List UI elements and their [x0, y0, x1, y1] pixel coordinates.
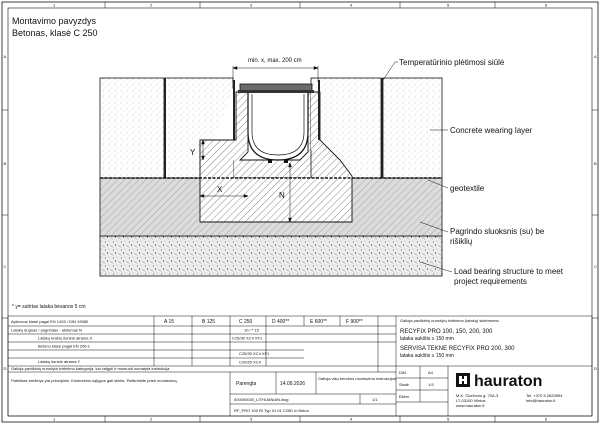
validity-text: Galioja visų bendros montavimo instrukcijos	[318, 376, 396, 381]
width-dimension-label: min. x, max. 200 cm	[248, 58, 302, 64]
address-line-1: M.K. Čiurlionio g. 70A-3	[456, 393, 499, 398]
col-mark-5: 5	[447, 2, 450, 8]
product-line-3: SERVISA TEKNE RECYFIX PRO 200, 300	[400, 346, 515, 352]
callout-wearing-layer: Concrete wearing layer	[450, 126, 533, 135]
din-label: DIN	[399, 370, 406, 375]
row-mark-c-right: C	[594, 264, 597, 269]
left-outer-slab	[100, 78, 164, 178]
callout-geotextile: geotextile	[450, 184, 485, 193]
spec-row-2-value: C25/30 XC4 XF1	[232, 335, 263, 341]
n-dimension-label: N	[279, 191, 285, 200]
row-mark-d-right: D	[594, 366, 597, 371]
col-mark-3: 3	[250, 2, 253, 8]
load-bearing-layer	[100, 236, 442, 276]
col-mark-2-bottom: 2	[150, 416, 153, 422]
drainage-channel	[248, 92, 308, 160]
col-mark-6-bottom: 6	[545, 416, 548, 422]
drawing-date: 14.09.2026	[280, 381, 306, 387]
callout-base-layer-2: rišiklių	[450, 237, 473, 246]
callout-base-layer-1: Pagrindo sluoksnis (su) be	[450, 227, 545, 236]
class-f900: F 900**	[346, 319, 363, 325]
col-mark-3-bottom: 3	[250, 416, 253, 422]
row-mark-a-right: A	[594, 54, 597, 59]
spec-row-3-label: Betono klasė pagal EN 206-1	[38, 343, 91, 349]
col-mark-2: 2	[150, 2, 153, 8]
address-line-2: LT-03100 Vilnius	[456, 398, 486, 403]
hauraton-logo	[456, 373, 470, 387]
products-header: Galioja pavilkinių nurodytų tvirtinimo (latakų) sistemoms:	[400, 318, 500, 323]
y-dimension-label: Y	[190, 148, 196, 157]
file-name: 000000000_LITHUANIAN.dwg	[234, 397, 289, 402]
callout-load-bearing-1: Load bearing structure to meet	[454, 267, 563, 276]
class-b125: B 125	[202, 319, 216, 325]
spec-row-4-label: Latakų šoninė atrama Y	[38, 359, 81, 364]
company-phone: Tel. +370 5 2625594	[526, 393, 563, 398]
address-line-3: www.hauraton.lt	[456, 403, 485, 408]
company-email: info@hauraton.lt	[526, 398, 556, 403]
sheet-number: 1/1	[372, 397, 378, 402]
row-mark-d: D	[3, 366, 7, 371]
col-mark-5-bottom: 5	[447, 416, 450, 422]
scale-label: Skalė	[399, 382, 410, 387]
class-c250: C 250	[239, 319, 253, 325]
spec-row-1-label: Latakų dugnas / pagrindas - atstumas N	[11, 327, 82, 333]
row-mark-c: C	[3, 264, 7, 269]
spec-row-1-value: 10 / * 15	[244, 327, 259, 333]
load-class-label: Apkrovos klasė pagal EN 1433 / DIN 19580	[11, 319, 89, 324]
spec-row-4-value: C20/25 XC4	[239, 359, 261, 365]
col-mark-1-bottom: 1	[53, 416, 56, 422]
class-d400: D 400**	[272, 319, 290, 325]
spec-row-3-value: C25/30 XC4 XF1	[239, 351, 270, 356]
class-e600: E 600**	[310, 319, 327, 325]
row-mark-b-right: B	[594, 161, 597, 166]
legal-text: Pateiktas brėžinys yra principinis. Konkrečios sąlygos gali skirtis. Patikrinkite prieš montavimą.	[11, 378, 178, 383]
drawn-label: Parengta	[236, 381, 257, 387]
company-name: hauraton	[474, 373, 543, 390]
col-mark-4: 4	[350, 2, 353, 8]
drawing-subtitle: Betonas, klasė C 250	[12, 28, 98, 38]
table-note: Galioja pavilkinių nurodyta tvirtinimo kategorija, kai valgyti ir montuoti numatyta instrukcija	[11, 366, 170, 371]
product-line-1: RECYFIX PRO 100, 150, 200, 300	[400, 329, 493, 335]
spec-row-2-label: Latakų kraštų šoninė atrama X	[38, 335, 93, 341]
footnote: * y= sutirtas lataka bėsanos 5 cm	[12, 304, 86, 310]
product-line-2: lataka aukštis ≥ 150 mm	[400, 336, 454, 342]
drawing-title: Montavimo pavyzdys	[12, 16, 97, 26]
width-dimension	[233, 66, 318, 82]
edition-label: Eilėm	[399, 394, 410, 399]
col-mark-1: 1	[53, 2, 56, 8]
scale-value: 1:5	[428, 382, 434, 387]
din-value: A4	[428, 370, 433, 375]
row-mark-a: A	[3, 54, 7, 59]
callout-expansion-joint: Temperatūrinio plėtimosi siūlė	[399, 58, 505, 67]
col-mark-6: 6	[545, 2, 548, 8]
col-mark-4-bottom: 4	[350, 416, 353, 422]
callout-load-bearing-2: project requirements	[454, 277, 527, 286]
drawing-reference: RF_PRO 100 RI Typ 01 01 C25D in Beton	[234, 408, 309, 413]
class-a15: A 15	[164, 319, 175, 325]
row-mark-b: B	[3, 161, 7, 166]
x-dimension-label: X	[217, 185, 223, 194]
right-outer-slab	[383, 78, 442, 178]
product-line-4: lataka aukštis ≥ 150 mm	[400, 353, 454, 359]
